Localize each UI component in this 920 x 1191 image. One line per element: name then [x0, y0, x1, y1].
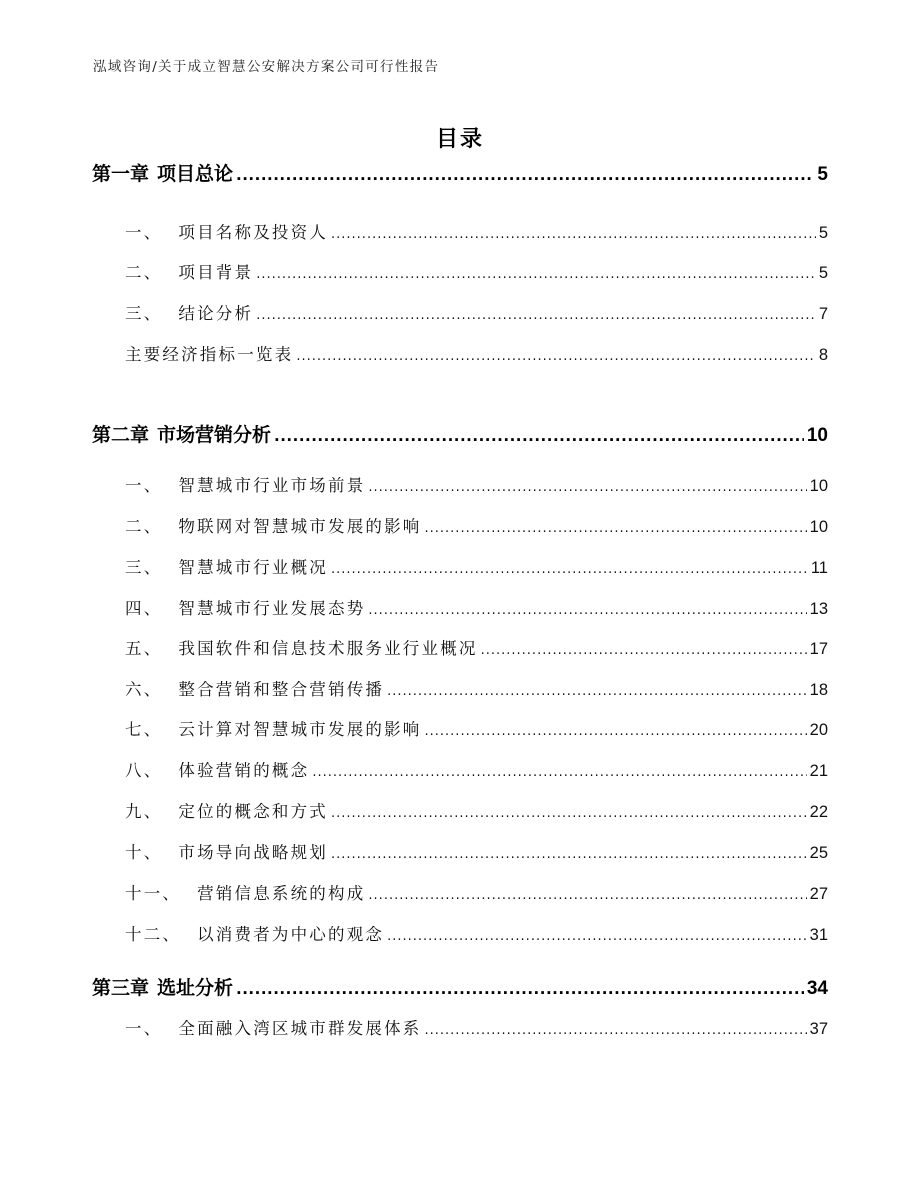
toc-section-entry[interactable] — [125, 716, 828, 740]
dot-leader — [425, 1023, 807, 1038]
dot-leader — [331, 562, 808, 577]
page-number: 5 — [818, 224, 828, 242]
dot-leader — [368, 888, 806, 903]
entry-title: 市场营销分析 — [157, 424, 272, 446]
entry-number: 三、 — [125, 558, 163, 577]
entry-title: 整合营销和整合营销传播 — [178, 680, 385, 699]
toc-section-entry[interactable] — [125, 757, 828, 781]
page-number: 7 — [818, 305, 828, 323]
page-number: 34 — [806, 978, 828, 999]
toc-section-entry[interactable] — [125, 676, 828, 700]
entry-title: 智慧城市行业发展态势 — [178, 599, 366, 618]
dot-leader — [256, 308, 816, 323]
entry-number: 第三章 — [92, 977, 150, 999]
toc-section-entry[interactable] — [125, 472, 828, 496]
dot-leader — [274, 427, 804, 445]
dot-leader — [425, 521, 807, 536]
page-number: 22 — [809, 803, 828, 821]
entry-title: 全面融入湾区城市群发展体系 — [178, 1019, 422, 1038]
entry-title: 主要经济指标一览表 — [125, 345, 294, 364]
toc-chapter-entry[interactable] — [92, 973, 828, 1000]
entry-title: 体验营销的概念 — [178, 761, 310, 780]
page-number: 10 — [809, 518, 828, 536]
entry-number: 八、 — [125, 761, 163, 780]
page-number: 10 — [809, 477, 828, 495]
toc-chapter-entry[interactable] — [92, 420, 828, 447]
page-number: 21 — [809, 762, 828, 780]
entry-title: 以消费者为中心的观念 — [197, 925, 385, 944]
toc-section-entry[interactable] — [125, 798, 828, 822]
page-number: 13 — [809, 600, 828, 618]
entry-number: 九、 — [125, 802, 163, 821]
dot-leader — [387, 929, 807, 944]
entry-number: 五、 — [125, 639, 163, 658]
dot-leader — [312, 765, 806, 780]
entry-title: 结论分析 — [178, 304, 254, 323]
toc-section-entry[interactable] — [125, 259, 828, 283]
entry-title: 我国软件和信息技术服务业行业概况 — [178, 639, 478, 658]
entry-title: 物联网对智慧城市发展的影响 — [178, 517, 422, 536]
dot-leader — [236, 166, 814, 184]
entry-number: 第二章 — [92, 424, 150, 446]
toc-section-entry[interactable] — [125, 554, 828, 578]
page-number: 27 — [809, 885, 828, 903]
entry-title: 市场导向战略规划 — [178, 843, 329, 862]
entry-number: 四、 — [125, 599, 163, 618]
entry-number: 一、 — [125, 1019, 163, 1038]
toc-section-entry[interactable] — [125, 880, 828, 904]
entry-number: 二、 — [125, 263, 163, 282]
entry-title: 项目总论 — [157, 163, 234, 185]
toc-section-entry[interactable] — [125, 595, 828, 619]
page-number: 18 — [809, 681, 828, 699]
dot-leader — [331, 227, 816, 242]
page-number: 11 — [810, 559, 828, 577]
dot-leader — [331, 806, 807, 821]
toc-section-entry[interactable] — [125, 513, 828, 537]
dot-leader — [387, 684, 807, 699]
page-number: 20 — [809, 721, 828, 739]
entry-number: 七、 — [125, 720, 163, 739]
page-number: 25 — [809, 844, 828, 862]
dot-leader — [331, 847, 807, 862]
page-number: 5 — [817, 164, 828, 185]
entry-number: 二、 — [125, 517, 163, 536]
entry-number: 十二、 — [125, 925, 182, 944]
dot-leader — [368, 480, 806, 495]
toc-section-entry[interactable] — [125, 839, 828, 863]
entry-number: 三、 — [125, 304, 163, 323]
page-number: 10 — [806, 425, 828, 446]
entry-title: 项目背景 — [178, 263, 254, 282]
entry-number: 十一、 — [125, 884, 182, 903]
dot-leader — [236, 980, 804, 998]
page-number: 8 — [818, 346, 828, 364]
entry-title: 云计算对智慧城市发展的影响 — [178, 720, 422, 739]
toc-section-entry[interactable] — [125, 341, 828, 365]
entry-number: 第一章 — [92, 163, 150, 185]
toc-section-entry[interactable] — [125, 635, 828, 659]
page-number: 5 — [818, 264, 828, 282]
entry-title: 定位的概念和方式 — [178, 802, 329, 821]
dot-leader — [368, 603, 806, 618]
toc-section-entry[interactable] — [125, 219, 828, 243]
entry-number: 一、 — [125, 223, 163, 242]
entry-title: 营销信息系统的构成 — [197, 884, 366, 903]
toc-title: 目录 — [435, 127, 484, 152]
entry-title: 智慧城市行业市场前景 — [178, 476, 366, 495]
toc-section-entry[interactable] — [125, 1015, 828, 1039]
entry-title: 智慧城市行业概况 — [178, 558, 329, 577]
page-number: 17 — [809, 640, 828, 658]
entry-number: 六、 — [125, 680, 163, 699]
page-number: 37 — [809, 1020, 828, 1038]
running-header: 泓域咨询/关于成立智慧公安解决方案公司可行性报告 — [93, 59, 440, 75]
dot-leader — [481, 643, 807, 658]
dot-leader — [425, 724, 807, 739]
dot-leader — [296, 349, 816, 364]
toc-chapter-entry[interactable] — [92, 159, 828, 186]
entry-number: 十、 — [125, 843, 163, 862]
entry-title: 项目名称及投资人 — [178, 223, 329, 242]
entry-title: 选址分析 — [157, 977, 234, 999]
dot-leader — [256, 267, 816, 282]
entry-number: 一、 — [125, 476, 163, 495]
toc-section-entry[interactable] — [125, 300, 828, 324]
toc-section-entry[interactable] — [125, 921, 828, 945]
page-number: 31 — [809, 926, 828, 944]
